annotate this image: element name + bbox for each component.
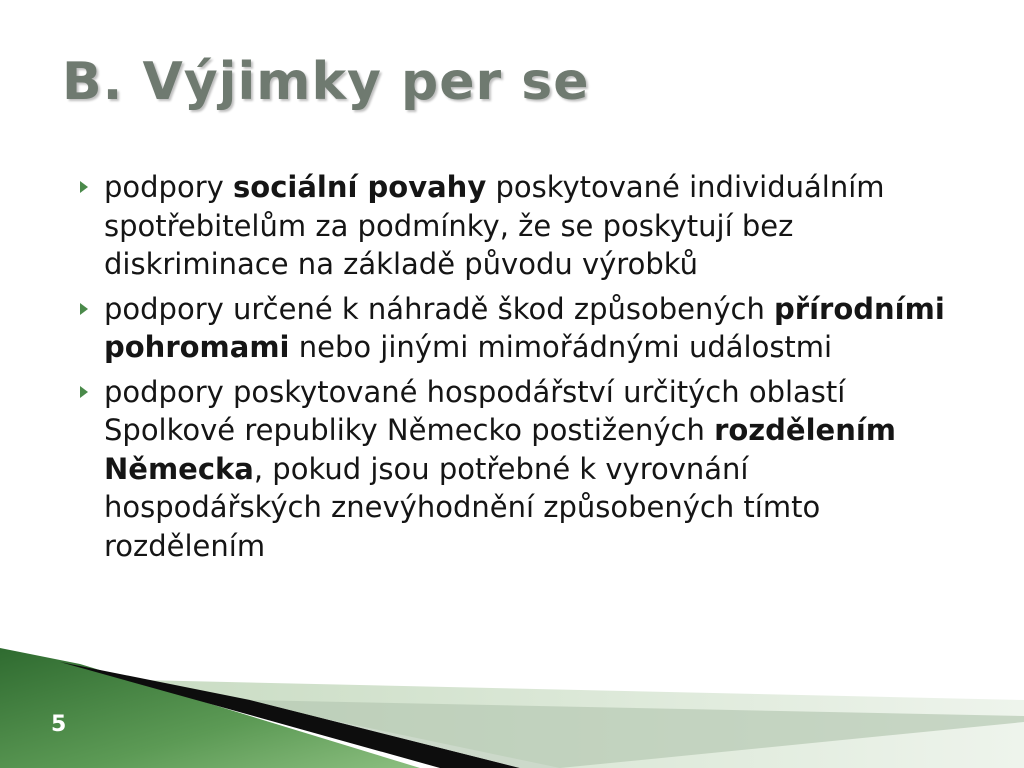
- text-run: podpory: [104, 170, 234, 204]
- text-run: podpory poskytované hospodářství určitých oblastí Spolkové republiky Německo postižených: [104, 374, 846, 447]
- text-run: nebo jinými mimořádnými událostmi: [289, 330, 833, 364]
- slide-title: B. Výjimky per se: [62, 52, 590, 112]
- bold-text-run: rozdělením Německa: [104, 413, 897, 486]
- bold-text-run: přírodními pohromami: [104, 291, 945, 364]
- text-run: , pokud jsou potřebné k vyrovnání hospodářských znevýhodnění způsobených tímto rozdělením: [104, 451, 821, 563]
- slide-number: 5: [51, 712, 67, 737]
- text-run: poskytované individuálním spotřebitelům za podmínky, že se poskytují bez diskriminace na základě původu výrobků: [104, 170, 885, 281]
- bold-text-run: sociální povahy: [233, 170, 487, 204]
- text-run: podpory určené k náhradě škod způsobených: [104, 291, 775, 326]
